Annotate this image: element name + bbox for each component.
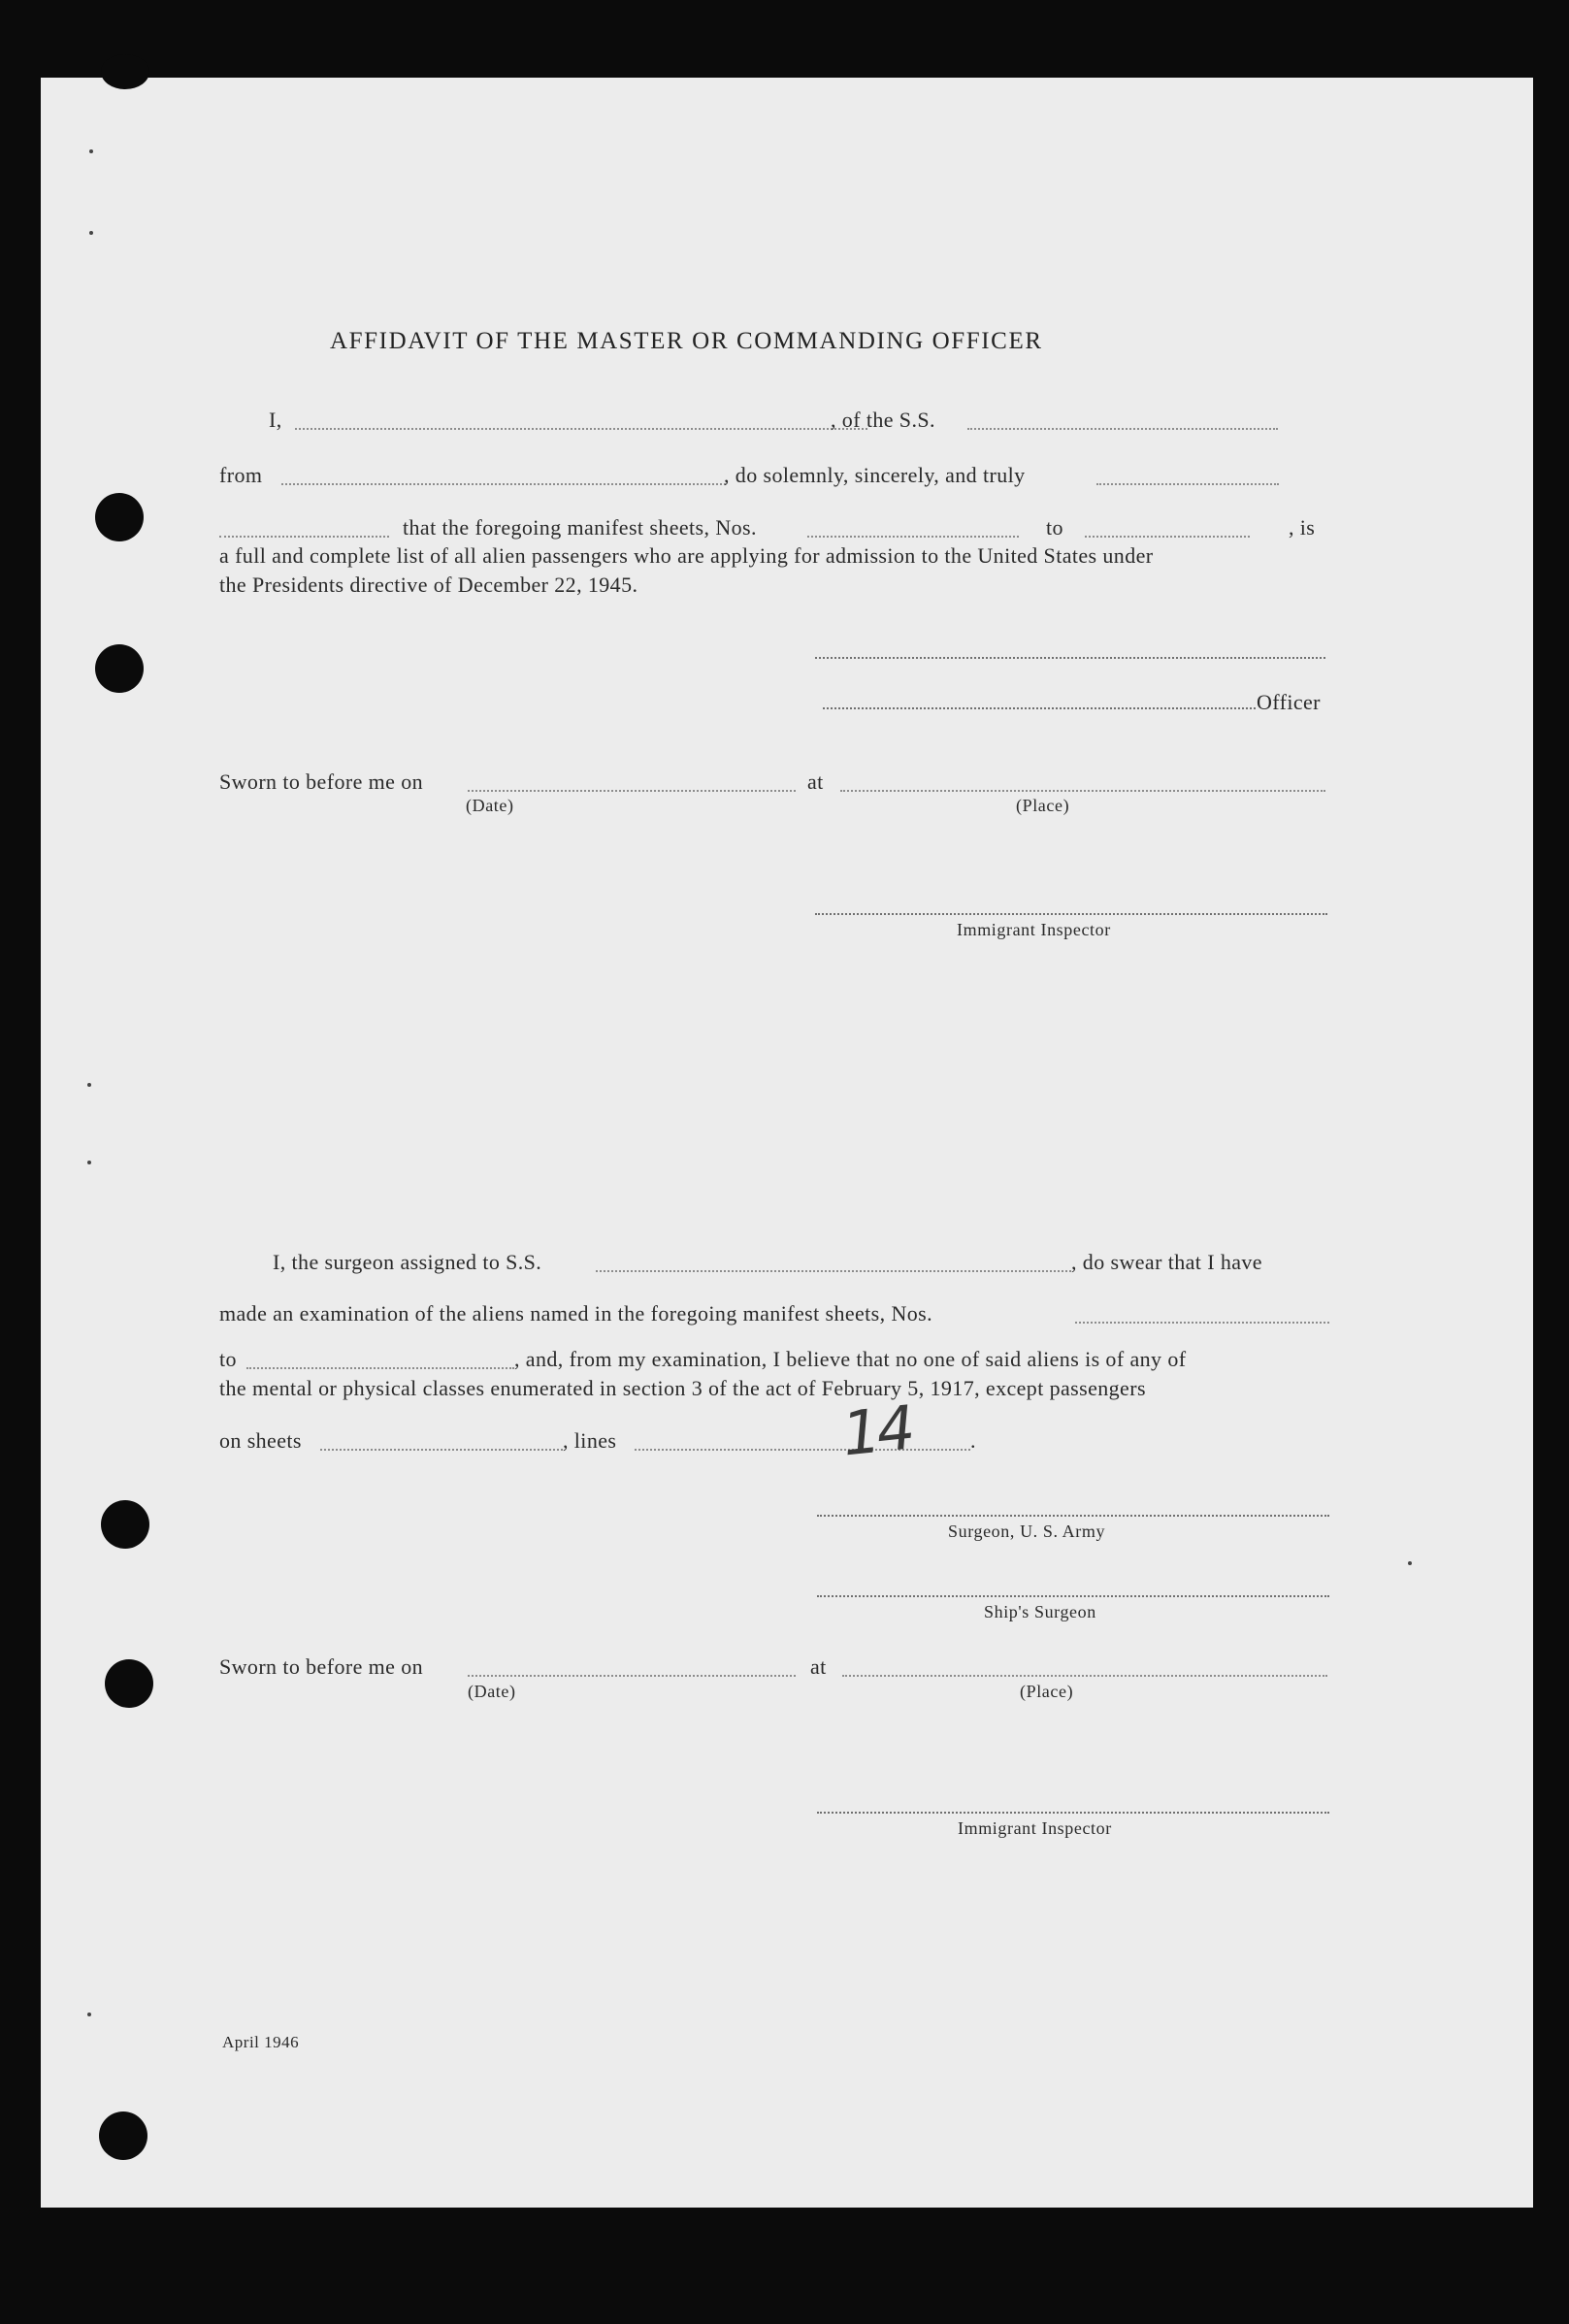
master-line3-to: to — [1046, 515, 1063, 540]
master-sheets-to-field[interactable] — [1085, 536, 1250, 538]
army-surgeon-signature-line[interactable] — [817, 1515, 1329, 1517]
master-date-caption: (Date) — [466, 796, 514, 815]
master-line3-end: , is — [1289, 515, 1316, 540]
surgeon-line1-prefix: I, the surgeon assigned to S.S. — [273, 1250, 542, 1274]
master-line4: a full and complete list of all alien passengers who are applying for admission to the United States under — [219, 543, 1154, 568]
master-line1-mid: , of the S.S. — [831, 408, 935, 432]
ship-surgeon-signature-line[interactable] — [817, 1595, 1329, 1597]
master-place-caption: (Place) — [1016, 796, 1070, 815]
binder-hole — [101, 54, 149, 89]
surgeon-place-caption: (Place) — [1020, 1682, 1074, 1701]
surgeon-line2: made an examination of the aliens named in the foregoing manifest sheets, Nos. — [219, 1301, 932, 1326]
surgeon-inspector-line[interactable] — [817, 1812, 1329, 1814]
master-sworn-at: at — [807, 769, 824, 794]
scan-speck — [89, 231, 93, 235]
surgeon-sworn-at: at — [810, 1654, 827, 1679]
surgeon-sheets-to-field[interactable] — [246, 1367, 514, 1369]
binder-hole — [105, 1659, 153, 1708]
binder-hole — [95, 493, 144, 541]
master-inspector-label: Immigrant Inspector — [957, 920, 1111, 939]
form-date: April 1946 — [222, 2033, 300, 2051]
master-truly-field[interactable] — [1096, 483, 1279, 485]
master-oath-field[interactable] — [219, 536, 389, 538]
binder-hole — [99, 2111, 147, 2160]
master-sworn-label: Sworn to before me on — [219, 769, 424, 794]
master-name-field[interactable] — [295, 428, 867, 430]
officer-signature-line[interactable] — [823, 707, 1256, 709]
scan-speck — [89, 149, 93, 153]
surgeon-ship-field[interactable] — [596, 1270, 1071, 1272]
master-line2-prefix: from — [219, 463, 263, 487]
master-signature-line[interactable] — [815, 657, 1325, 659]
surgeon-line1-end: , do swear that I have — [1071, 1250, 1262, 1274]
master-from-field[interactable] — [281, 483, 726, 485]
army-surgeon-label: Surgeon, U. S. Army — [948, 1522, 1106, 1541]
binder-hole — [101, 1500, 149, 1549]
master-ship-field[interactable] — [967, 428, 1278, 430]
surgeon-sworn-date-field[interactable] — [468, 1675, 796, 1677]
surgeon-sworn-place-field[interactable] — [842, 1675, 1327, 1677]
surgeon-line3-mid: , and, from my examination, I believe that no one of said aliens is of any of — [514, 1347, 1187, 1371]
surgeon-line3-prefix: to — [219, 1347, 237, 1371]
surgeon-sheets-from-field[interactable] — [1075, 1322, 1329, 1324]
surgeon-except-lines-field[interactable] — [635, 1449, 970, 1451]
master-sheets-from-field[interactable] — [807, 536, 1019, 538]
scan-speck — [1408, 1561, 1412, 1565]
master-line5: the Presidents directive of December 22, 1945. — [219, 573, 638, 597]
ship-surgeon-label: Ship's Surgeon — [984, 1602, 1096, 1621]
binder-hole — [95, 644, 144, 693]
surgeon-line5-prefix: on sheets — [219, 1428, 302, 1453]
master-line2-mid: , do solemnly, sincerely, and truly — [724, 463, 1026, 487]
master-inspector-line[interactable] — [815, 913, 1327, 915]
surgeon-date-caption: (Date) — [468, 1682, 516, 1701]
form-title: AFFIDAVIT OF THE MASTER OR COMMANDING OFFICER — [330, 328, 1043, 354]
surgeon-sworn-label: Sworn to before me on — [219, 1654, 424, 1679]
scan-speck — [87, 2013, 91, 2016]
master-sworn-date-field[interactable] — [468, 790, 796, 792]
surgeon-line4: the mental or physical classes enumerated in section 3 of the act of February 5, 1917, except passengers — [219, 1376, 1146, 1400]
scan-speck — [87, 1161, 91, 1164]
master-line1-prefix: I, — [269, 408, 282, 432]
surgeon-line5-lines: , lines — [563, 1428, 617, 1453]
surgeon-inspector-label: Immigrant Inspector — [958, 1818, 1112, 1838]
master-line3-mid: that the foregoing manifest sheets, Nos. — [403, 515, 757, 540]
officer-label: Officer — [1257, 690, 1321, 714]
surgeon-line5-end: . — [970, 1428, 976, 1453]
affidavit-page — [41, 78, 1533, 2208]
scan-speck — [87, 1083, 91, 1087]
surgeon-except-sheets-field[interactable] — [320, 1449, 563, 1451]
master-sworn-place-field[interactable] — [840, 790, 1325, 792]
handwritten-line-number: 14 — [838, 1391, 915, 1470]
